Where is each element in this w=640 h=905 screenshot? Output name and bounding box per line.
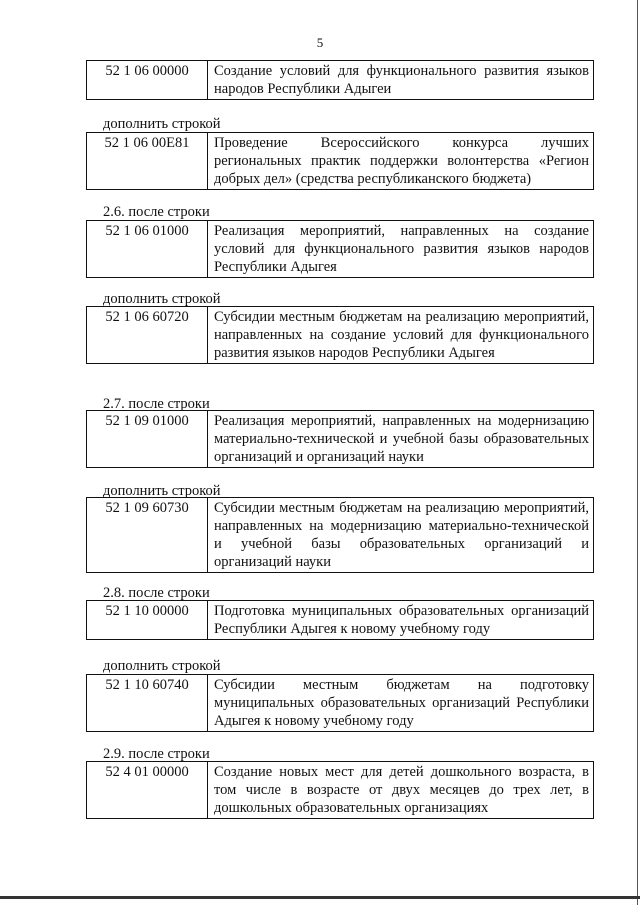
- instruction-label: дополнить строкой: [103, 483, 221, 499]
- instruction-label: 2.9. после строки: [103, 746, 210, 762]
- table-row: [86, 220, 594, 278]
- table-row: [86, 497, 594, 573]
- row-code: 52 1 09 01000: [87, 411, 208, 467]
- table-row: [86, 60, 594, 100]
- row-description: Создание условий для функционального развития языков народов Республики Адыгеи: [214, 63, 589, 97]
- table-row: [86, 761, 594, 819]
- row-description: Подготовка муниципальных образовательных организаций Республики Адыгея к новому учебному году: [214, 603, 589, 637]
- table-row: [86, 132, 594, 190]
- instruction-label: 2.6. после строки: [103, 204, 210, 220]
- instruction-label: дополнить строкой: [103, 291, 221, 307]
- instruction-label: дополнить строкой: [103, 658, 221, 674]
- row-code: 52 1 09 60730: [87, 498, 208, 572]
- table-row: [86, 674, 594, 732]
- row-description: Субсидии местным бюджетам на подготовку муниципальных образовательных организаций Республики Адыгея к новому учебному году: [214, 677, 589, 729]
- row-code: 52 1 06 60720: [87, 307, 208, 363]
- row-code: 52 4 01 00000: [87, 762, 208, 818]
- row-description: Субсидии местным бюджетам на реализацию мероприятий, направленных на создание условий для функционального развития языков народов Республики Адыгея: [214, 309, 589, 361]
- row-code: 52 1 10 00000: [87, 601, 208, 639]
- row-code: 52 1 06 01000: [87, 221, 208, 277]
- scan-bottom-edge: [0, 896, 640, 899]
- page-number: 5: [316, 35, 324, 50]
- scan-edge-line: [637, 0, 638, 905]
- row-description: Реализация мероприятий, направленных на модернизацию материально-технической и учебной базы образовательных организаций и организаций науки: [214, 413, 589, 465]
- table-row: [86, 600, 594, 640]
- row-code: 52 1 06 00000: [87, 61, 208, 99]
- row-description: Реализация мероприятий, направленных на создание условий для функционального развития языков народов Республики Адыгея: [214, 223, 589, 275]
- row-code: 52 1 06 00E81: [87, 133, 208, 189]
- row-description: Субсидии местным бюджетам на реализацию мероприятий, направленных на модернизацию материально-технической и учебной базы образовательных организаций и организаций науки: [214, 500, 589, 570]
- row-description: Проведение Всероссийского конкурса лучших региональных практик поддержки волонтерства «Регион добрых дел» (средства республиканского бюджета): [214, 135, 589, 187]
- instruction-label: 2.7. после строки: [103, 396, 210, 412]
- row-code: 52 1 10 60740: [87, 675, 208, 731]
- instruction-label: дополнить строкой: [103, 116, 221, 132]
- instruction-label: 2.8. после строки: [103, 585, 210, 601]
- table-row: [86, 306, 594, 364]
- row-description: Создание новых мест для детей дошкольного возраста, в том числе в возрасте от двух месяцев до трех лет, в дошкольных образовательных организациях: [214, 764, 589, 816]
- table-row: [86, 410, 594, 468]
